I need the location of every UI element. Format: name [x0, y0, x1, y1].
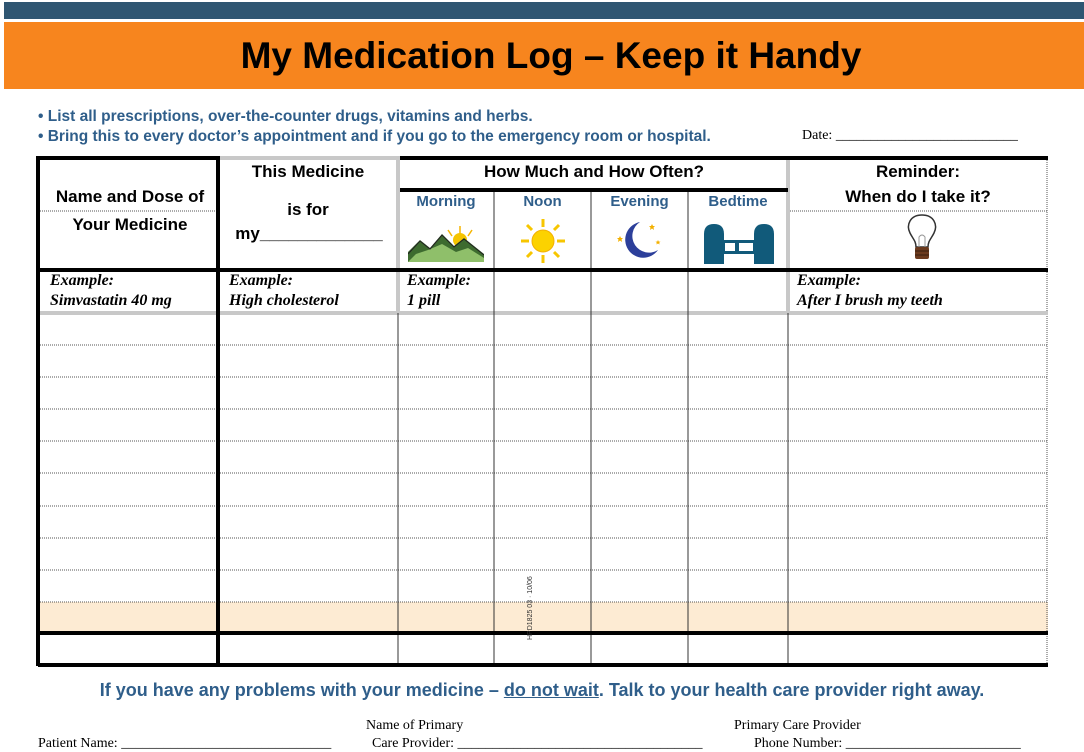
- form-code: HPD1825 03 · 10/06: [527, 576, 534, 640]
- example-col3-value: 1 pill: [407, 292, 441, 309]
- example-col2: [229, 271, 339, 311]
- example-col1-value: Simvastatin 40 mg: [50, 292, 172, 309]
- lightbulb-icon: [904, 213, 940, 263]
- patient-name-field[interactable]: Patient Name: ______________________________: [38, 736, 332, 751]
- footer-message-post: . Talk to your health care provider right away.: [598, 680, 985, 700]
- phone-number-field[interactable]: Phone Number: _________________________: [754, 736, 1021, 751]
- col1-header-line2: Your Medicine: [72, 215, 188, 234]
- time-morning: Morning: [416, 193, 476, 210]
- time-bedtime: Bedtime: [708, 193, 768, 210]
- col2-header-line3: my_____________: [235, 224, 383, 243]
- col1-header-line1: Name and Dose of: [55, 187, 205, 206]
- example-reminder-label: Example:: [797, 272, 861, 289]
- instruction-2: • Bring this to every doctor’s appointment and if you go to the emergency room or hospital.: [38, 128, 711, 145]
- example-reminder: [797, 271, 943, 311]
- col2-header-line2: is for: [287, 200, 329, 219]
- reminder-header-line2: When do I take it?: [845, 187, 991, 206]
- example-col3: [407, 271, 471, 311]
- example-reminder-value: After I brush my teeth: [797, 292, 943, 309]
- col2-header-line1: This Medicine: [251, 162, 365, 181]
- page-title: My Medication Log – Keep it Handy: [240, 34, 862, 76]
- provider-label: Name of Primary: [366, 718, 464, 733]
- highlight-row: [40, 602, 1048, 633]
- instruction-1: • List all prescriptions, over-the-counter drugs, vitamins and herbs.: [38, 108, 533, 125]
- mountains-sunrise-icon: [408, 224, 484, 262]
- moon-stars-icon: [614, 218, 664, 262]
- example-col1: [50, 271, 172, 311]
- date-field[interactable]: Date: __________________________: [802, 128, 1018, 143]
- reminder-header-line1: Reminder:: [875, 162, 961, 181]
- example-col2-value: High cholesterol: [229, 292, 339, 309]
- example-col1-label: Example:: [50, 272, 114, 289]
- example-col2-label: Example:: [229, 272, 293, 289]
- footer-message-pre: If you have any problems with your medicine –: [99, 680, 504, 700]
- provider-name-field[interactable]: Care Provider: ___________________________________: [372, 736, 703, 751]
- footer-message: [0, 680, 1084, 701]
- sun-icon: [520, 218, 566, 264]
- phone-label: Primary Care Provider: [734, 718, 861, 733]
- time-noon: Noon: [523, 193, 562, 210]
- how-much-header: How Much and How Often?: [483, 162, 705, 181]
- bed-icon: [702, 222, 776, 264]
- time-evening: Evening: [610, 193, 669, 210]
- footer-message-emph: do not wait: [503, 680, 599, 700]
- example-col3-label: Example:: [407, 272, 471, 289]
